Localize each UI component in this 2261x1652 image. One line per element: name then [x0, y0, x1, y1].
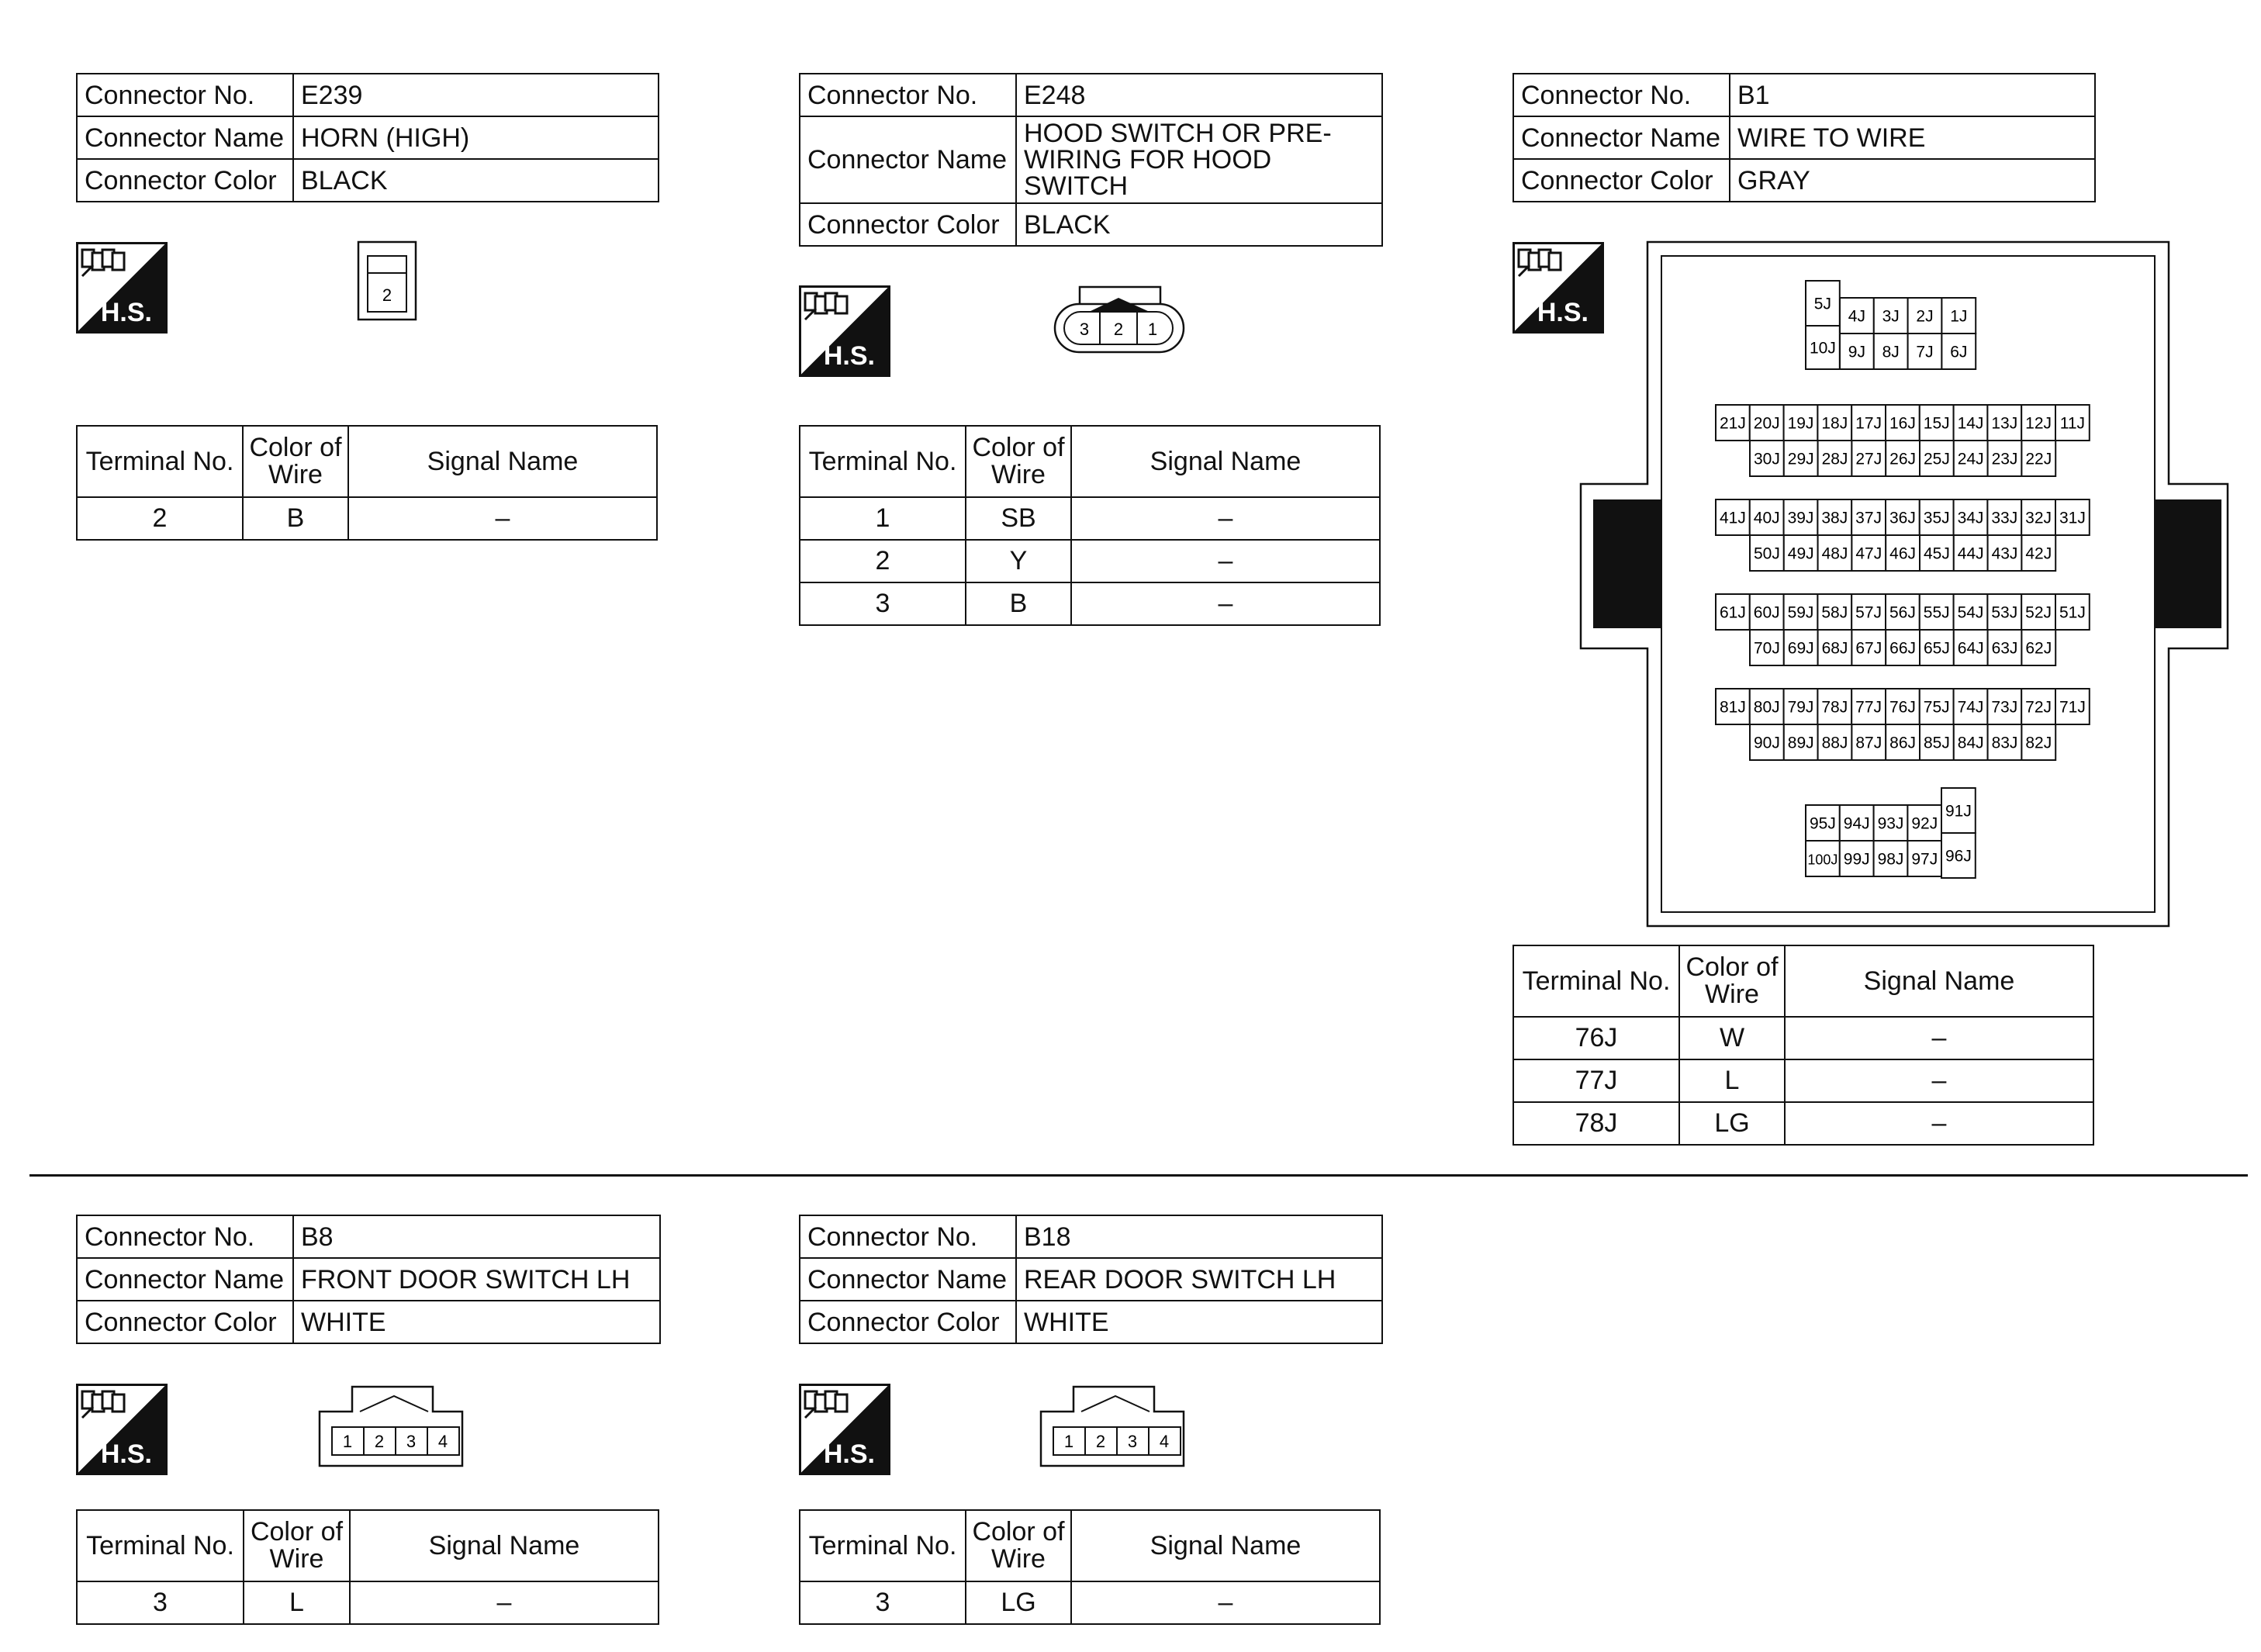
pin-label: 65J	[1923, 639, 1950, 658]
terminal-no-header: Terminal No.	[77, 426, 243, 497]
pin-label: 68J	[1821, 639, 1848, 658]
pin-label: 37J	[1855, 509, 1882, 527]
pin-label: 70J	[1753, 639, 1780, 658]
connector-color-label: Connector Color	[77, 159, 293, 202]
pin-label: 78J	[1821, 698, 1848, 717]
pin-label: 6J	[1950, 343, 1968, 361]
pin-label: 12J	[2025, 414, 2052, 433]
pin-label: 61J	[1719, 603, 1746, 622]
connector-color-value: WHITE	[1016, 1301, 1382, 1343]
signal-name-header: Signal Name	[1071, 426, 1380, 497]
pin-label: 81J	[1719, 698, 1746, 717]
pin-label: 18J	[1821, 414, 1848, 433]
pin-label: 16J	[1889, 414, 1916, 433]
connector-face-b1	[1575, 239, 2234, 931]
connector-no-label: Connector No.	[800, 74, 1016, 116]
terminal-table-b1	[1513, 945, 2094, 1146]
connector-color-value: BLACK	[293, 159, 659, 202]
connector-face-b8	[316, 1384, 468, 1471]
pin-label: 43J	[1991, 544, 2018, 563]
wire-color-cell: L	[1679, 1059, 1785, 1102]
pin-label: 1	[1063, 1432, 1074, 1451]
pin-label: 1	[1147, 320, 1158, 339]
pin-label: 58J	[1821, 603, 1848, 622]
wire-color-cell: B	[966, 582, 1071, 625]
pin-label: 19J	[1787, 414, 1814, 433]
pin-label: 9J	[1848, 343, 1865, 361]
pin-label: 85J	[1923, 734, 1950, 752]
terminal-no-cell: 3	[800, 582, 966, 625]
pin-label: 4	[437, 1432, 448, 1451]
terminal-no-cell: 2	[77, 497, 243, 540]
signal-name-cell: –	[348, 497, 657, 540]
pin-label: 2	[1113, 320, 1124, 339]
connector-name-value: FRONT DOOR SWITCH LH	[293, 1258, 660, 1301]
connector-name-label: Connector Name	[800, 116, 1016, 203]
connector-name-value: HOOD SWITCH OR PRE-WIRING FOR HOOD SWITCH	[1016, 116, 1382, 203]
pin-label: 86J	[1889, 734, 1917, 752]
pin-label: 89J	[1787, 734, 1814, 752]
pin-label: 98J	[1877, 850, 1904, 869]
pin-label: 24J	[1957, 450, 1984, 468]
pin-label: 74J	[1957, 698, 1984, 717]
pin-label: 2J	[1916, 307, 1934, 326]
pin-label: 51J	[2059, 603, 2086, 622]
pin-label: 11J	[2059, 414, 2086, 433]
connector-color-value: GRAY	[1730, 159, 2095, 202]
signal-name-cell: –	[1071, 582, 1380, 625]
table-row	[800, 540, 1380, 582]
connector-no-value: E248	[1016, 74, 1382, 116]
connector-name-value: HORN (HIGH)	[293, 116, 659, 159]
connector-info-table-b18	[799, 1215, 1383, 1344]
wire-color-cell: B	[243, 497, 348, 540]
signal-name-cell: –	[350, 1581, 659, 1624]
pin-label: 82J	[2025, 734, 2052, 752]
color-of-wire-header: Color of Wire	[966, 426, 1071, 497]
connector-info-table-e239	[76, 73, 659, 202]
terminal-no-cell: 2	[800, 540, 966, 582]
pin-label: 1J	[1950, 307, 1968, 326]
connector-color-value: BLACK	[1016, 203, 1382, 246]
pin-label: 73J	[1991, 698, 2018, 717]
pin-label: 22J	[2025, 450, 2052, 468]
pin-label: 3J	[1882, 307, 1900, 326]
pin-label: 8J	[1882, 343, 1900, 361]
connector-no-value: E239	[293, 74, 659, 116]
pin-label: 26J	[1889, 450, 1917, 468]
terminal-table-b8	[76, 1509, 659, 1625]
pin-label: 72J	[2025, 698, 2052, 717]
pin-label: 62J	[2025, 639, 2052, 658]
pin-label: 5J	[1813, 295, 1831, 313]
color-of-wire-header: Color of Wire	[244, 1510, 350, 1581]
signal-name-cell: –	[1785, 1017, 2093, 1059]
pin-label: 77J	[1855, 698, 1882, 717]
pin-label: 41J	[1719, 509, 1746, 527]
connector-name-value: WIRE TO WIRE	[1730, 116, 2095, 159]
pin-label: 17J	[1855, 414, 1882, 433]
wire-color-cell: Y	[966, 540, 1071, 582]
pin-label: 99J	[1843, 850, 1870, 869]
connector-info-table-e248	[799, 73, 1383, 247]
pin-label: 36J	[1889, 509, 1916, 527]
pin-label: 4J	[1848, 307, 1865, 326]
pin-label: 97J	[1911, 850, 1938, 869]
pin-label: 2	[1095, 1432, 1106, 1451]
signal-name-header: Signal Name	[350, 1510, 659, 1581]
connector-color-label: Connector Color	[77, 1301, 293, 1343]
terminal-no-cell: 78J	[1513, 1102, 1679, 1145]
hs-label: H.S.	[1537, 298, 1589, 327]
terminal-table-e248	[799, 425, 1381, 626]
table-row	[800, 1581, 1380, 1624]
pin-label: 2	[382, 285, 392, 305]
pin-label: 25J	[1923, 450, 1950, 468]
pin-label: 2	[374, 1432, 385, 1451]
pin-label: 13J	[1991, 414, 2018, 433]
hs-badge-icon	[799, 1384, 890, 1475]
color-of-wire-header: Color of Wire	[966, 1510, 1071, 1581]
pin-label: 38J	[1821, 509, 1848, 527]
pin-label: 48J	[1821, 544, 1848, 563]
pin-label: 44J	[1957, 544, 1984, 563]
pin-label: 57J	[1855, 603, 1882, 622]
pin-label: 15J	[1923, 414, 1950, 433]
color-of-wire-header: Color of Wire	[1679, 945, 1785, 1017]
pin-label: 56J	[1889, 603, 1916, 622]
terminal-table-b18	[799, 1509, 1381, 1625]
pin-label: 20J	[1753, 414, 1780, 433]
terminal-no-header: Terminal No.	[1513, 945, 1679, 1017]
pin-label: 66J	[1889, 639, 1917, 658]
color-of-wire-header: Color of Wire	[243, 426, 348, 497]
pin-label: 67J	[1855, 639, 1882, 658]
pin-label: 59J	[1787, 603, 1814, 622]
connector-no-label: Connector No.	[1513, 74, 1730, 116]
terminal-no-header: Terminal No.	[800, 426, 966, 497]
wire-color-cell: LG	[966, 1581, 1071, 1624]
hs-badge-icon	[799, 285, 890, 377]
terminal-no-header: Terminal No.	[800, 1510, 966, 1581]
connector-no-label: Connector No.	[77, 1215, 293, 1258]
hs-label: H.S.	[100, 1439, 152, 1469]
pin-label: 30J	[1753, 450, 1780, 468]
pin-label: 50J	[1753, 544, 1780, 563]
pin-label: 52J	[2025, 603, 2052, 622]
pin-label: 31J	[2059, 509, 2086, 527]
hs-badge-icon	[76, 242, 168, 334]
pin-label: 14J	[1957, 414, 1984, 433]
connector-no-value: B8	[293, 1215, 660, 1258]
connector-no-value: B18	[1016, 1215, 1382, 1258]
pin-label: 4	[1159, 1432, 1170, 1451]
connector-face-e239	[357, 240, 419, 323]
pin-label: 76J	[1889, 698, 1916, 717]
pin-label: 95J	[1809, 814, 1836, 833]
connector-color-value: WHITE	[293, 1301, 660, 1343]
connector-no-label: Connector No.	[800, 1215, 1016, 1258]
pin-label: 79J	[1787, 698, 1814, 717]
connector-name-label: Connector Name	[77, 1258, 293, 1301]
hs-label: H.S.	[823, 1439, 875, 1469]
pin-label: 83J	[1991, 734, 2018, 752]
pin-label: 10J	[1809, 339, 1836, 358]
pin-label: 64J	[1957, 639, 1984, 658]
pin-label: 55J	[1923, 603, 1950, 622]
pin-label: 21J	[1719, 414, 1746, 433]
signal-name-cell: –	[1071, 497, 1380, 540]
pin-label: 90J	[1753, 734, 1780, 752]
table-row	[1513, 1059, 2093, 1102]
connector-color-label: Connector Color	[1513, 159, 1730, 202]
table-row	[800, 497, 1380, 540]
connector-info-table-b1	[1513, 73, 2096, 202]
pin-label: 32J	[2025, 509, 2052, 527]
connector-info-table-b8	[76, 1215, 661, 1344]
connector-name-label: Connector Name	[77, 116, 293, 159]
pin-label: 87J	[1855, 734, 1882, 752]
connector-name-label: Connector Name	[1513, 116, 1730, 159]
pin-label: 23J	[1991, 450, 2018, 468]
terminal-no-cell: 77J	[1513, 1059, 1679, 1102]
pin-label: 54J	[1957, 603, 1984, 622]
pin-label: 71J	[2059, 698, 2086, 717]
terminal-no-cell: 1	[800, 497, 966, 540]
terminal-no-cell: 76J	[1513, 1017, 1679, 1059]
pin-label: 40J	[1753, 509, 1780, 527]
pin-label: 63J	[1991, 639, 2018, 658]
signal-name-header: Signal Name	[348, 426, 657, 497]
signal-name-cell: –	[1785, 1059, 2093, 1102]
connector-name-label: Connector Name	[800, 1258, 1016, 1301]
pin-label: 47J	[1855, 544, 1882, 563]
pin-label: 94J	[1843, 814, 1870, 833]
connector-name-value: REAR DOOR SWITCH LH	[1016, 1258, 1382, 1301]
pin-label: 88J	[1821, 734, 1848, 752]
connector-no-value: B1	[1730, 74, 2095, 116]
pin-label: 1	[342, 1432, 353, 1451]
pin-label: 3	[1127, 1432, 1138, 1451]
table-row	[800, 582, 1380, 625]
pin-label: 34J	[1957, 509, 1984, 527]
pin-label: 69J	[1787, 639, 1814, 658]
pin-label: 27J	[1855, 450, 1882, 468]
signal-name-cell: –	[1071, 1581, 1380, 1624]
pin-label: 28J	[1821, 450, 1848, 468]
table-row	[77, 497, 657, 540]
pin-label: 100J	[1807, 852, 1838, 868]
pin-label: 93J	[1877, 814, 1904, 833]
pin-label: 42J	[2025, 544, 2052, 563]
pin-label: 7J	[1916, 343, 1934, 361]
pin-label: 92J	[1911, 814, 1938, 833]
connector-face-e248	[1052, 284, 1188, 360]
signal-name-cell: –	[1071, 540, 1380, 582]
connector-color-label: Connector Color	[800, 1301, 1016, 1343]
pin-label: 29J	[1787, 450, 1814, 468]
pin-label: 3	[406, 1432, 417, 1451]
table-row	[1513, 1017, 2093, 1059]
terminal-table-e239	[76, 425, 658, 541]
hs-badge-icon	[76, 1384, 168, 1475]
pin-label: 60J	[1753, 603, 1780, 622]
pin-label: 49J	[1787, 544, 1814, 563]
wire-color-cell: W	[1679, 1017, 1785, 1059]
signal-name-cell: –	[1785, 1102, 2093, 1145]
pin-label: 80J	[1753, 698, 1780, 717]
connector-face-b18	[1038, 1384, 1190, 1471]
hs-label: H.S.	[823, 341, 875, 371]
terminal-no-cell: 3	[800, 1581, 966, 1624]
terminal-no-cell: 3	[77, 1581, 244, 1624]
pin-label: 75J	[1923, 698, 1950, 717]
table-row	[1513, 1102, 2093, 1145]
pin-label: 46J	[1889, 544, 1917, 563]
pin-label: 91J	[1945, 802, 1972, 821]
pin-label: 84J	[1957, 734, 1984, 752]
signal-name-header: Signal Name	[1071, 1510, 1380, 1581]
pin-label: 53J	[1991, 603, 2018, 622]
pin-label: 33J	[1991, 509, 2018, 527]
hs-label: H.S.	[100, 298, 152, 327]
pin-label: 3	[1079, 320, 1090, 339]
pin-label: 45J	[1923, 544, 1950, 563]
pin-label: 35J	[1923, 509, 1950, 527]
pin-label: 39J	[1787, 509, 1814, 527]
signal-name-header: Signal Name	[1785, 945, 2093, 1017]
connector-color-label: Connector Color	[800, 203, 1016, 246]
wire-color-cell: L	[244, 1581, 350, 1624]
connector-no-label: Connector No.	[77, 74, 293, 116]
table-row	[77, 1581, 659, 1624]
wire-color-cell: LG	[1679, 1102, 1785, 1145]
terminal-no-header: Terminal No.	[77, 1510, 244, 1581]
pin-label: 96J	[1945, 847, 1972, 866]
wire-color-cell: SB	[966, 497, 1071, 540]
section-divider	[29, 1174, 2248, 1177]
